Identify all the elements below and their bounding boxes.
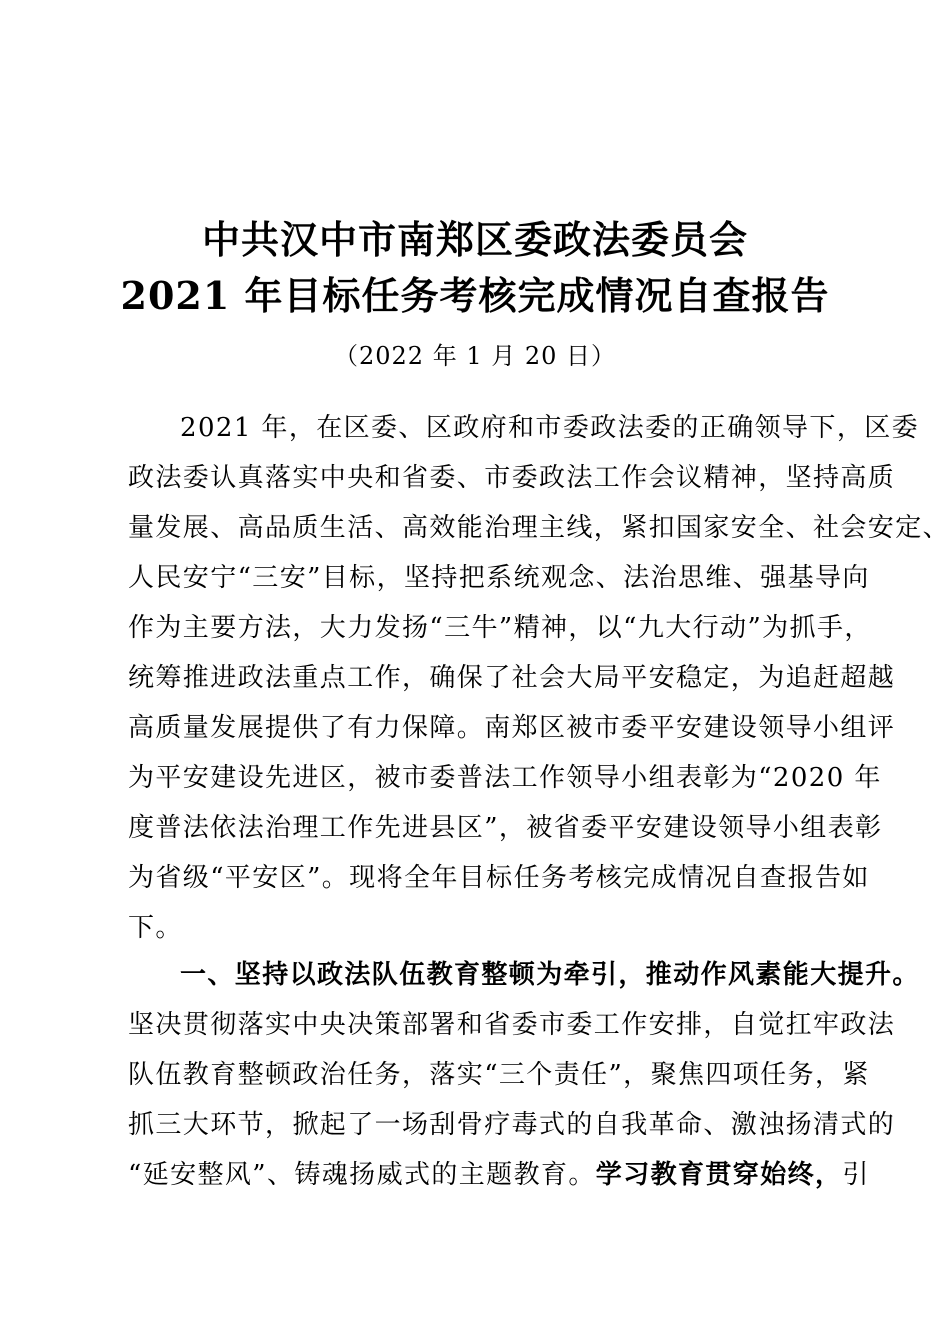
paragraph-line: 度普法依法治理工作先进县区”，被省委平安建设领导小组表彰 (128, 813, 883, 843)
paragraph-line: 2021 年，在区委、区政府和市委政法委的正确领导下，区委 (180, 413, 920, 443)
line-tail-text: 引 (842, 1160, 870, 1190)
paragraph-line: 为平安建设先进区，被市委普法工作领导小组表彰为“2020 年 (128, 763, 882, 793)
title-line-1: 中共汉中市南郑区委政法委员会 (201, 217, 748, 262)
paragraph-line: 人民安宁“三安”目标，坚持把系统观念、法治思维、强基导向 (128, 563, 870, 593)
paragraph-line: 作为主要方法，大力发扬“三牛”精神，以“九大行动”为抓手， (128, 613, 872, 643)
document-title (0, 212, 950, 324)
paragraph-line: 政法委认真落实中央和省委、市委政法工作会议精神，坚持高质 (128, 463, 896, 493)
title-line-2: 2021 年目标任务考核完成情况自查报告 (120, 273, 830, 318)
paragraph-section-1 (128, 950, 920, 1200)
paragraph-intro (128, 403, 950, 953)
paragraph-line: 高质量发展提供了有力保障。南郑区被市委平安建设领导小组评 (128, 713, 896, 743)
paragraph-line: 下。 (128, 913, 183, 943)
line-normal-text: “延安整风”、铸魂扬威式的主题教育。 (128, 1160, 596, 1190)
section-heading: 一、坚持以政法队伍教育整顿为牵引，推动作风素能大提升。 (180, 960, 920, 990)
document-date: （2022 年 1 月 20 日） (333, 342, 617, 370)
paragraph-line: 抓三大环节，掀起了一场刮骨疗毒式的自我革命、激浊扬清式的 (128, 1110, 896, 1140)
paragraph-line: 坚决贯彻落实中央决策部署和省委市委工作安排，自觉扛牢政法 (128, 1010, 896, 1040)
paragraph-line: 为省级“平安区”。现将全年目标任务考核完成情况自查报告如 (128, 863, 870, 893)
paragraph-line: 统筹推进政法重点工作，确保了社会大局平安稳定，为追赶超越 (128, 663, 896, 693)
line-bold-text: 学习教育贯穿始终， (595, 1160, 843, 1190)
paragraph-line: 量发展、高品质生活、高效能治理主线，紧扣国家安全、社会安定、 (128, 513, 950, 543)
paragraph-line: 队伍教育整顿政治任务，落实“三个责任”，聚焦四项任务，紧 (128, 1060, 870, 1090)
paragraph-line-mixed (128, 1150, 870, 1200)
